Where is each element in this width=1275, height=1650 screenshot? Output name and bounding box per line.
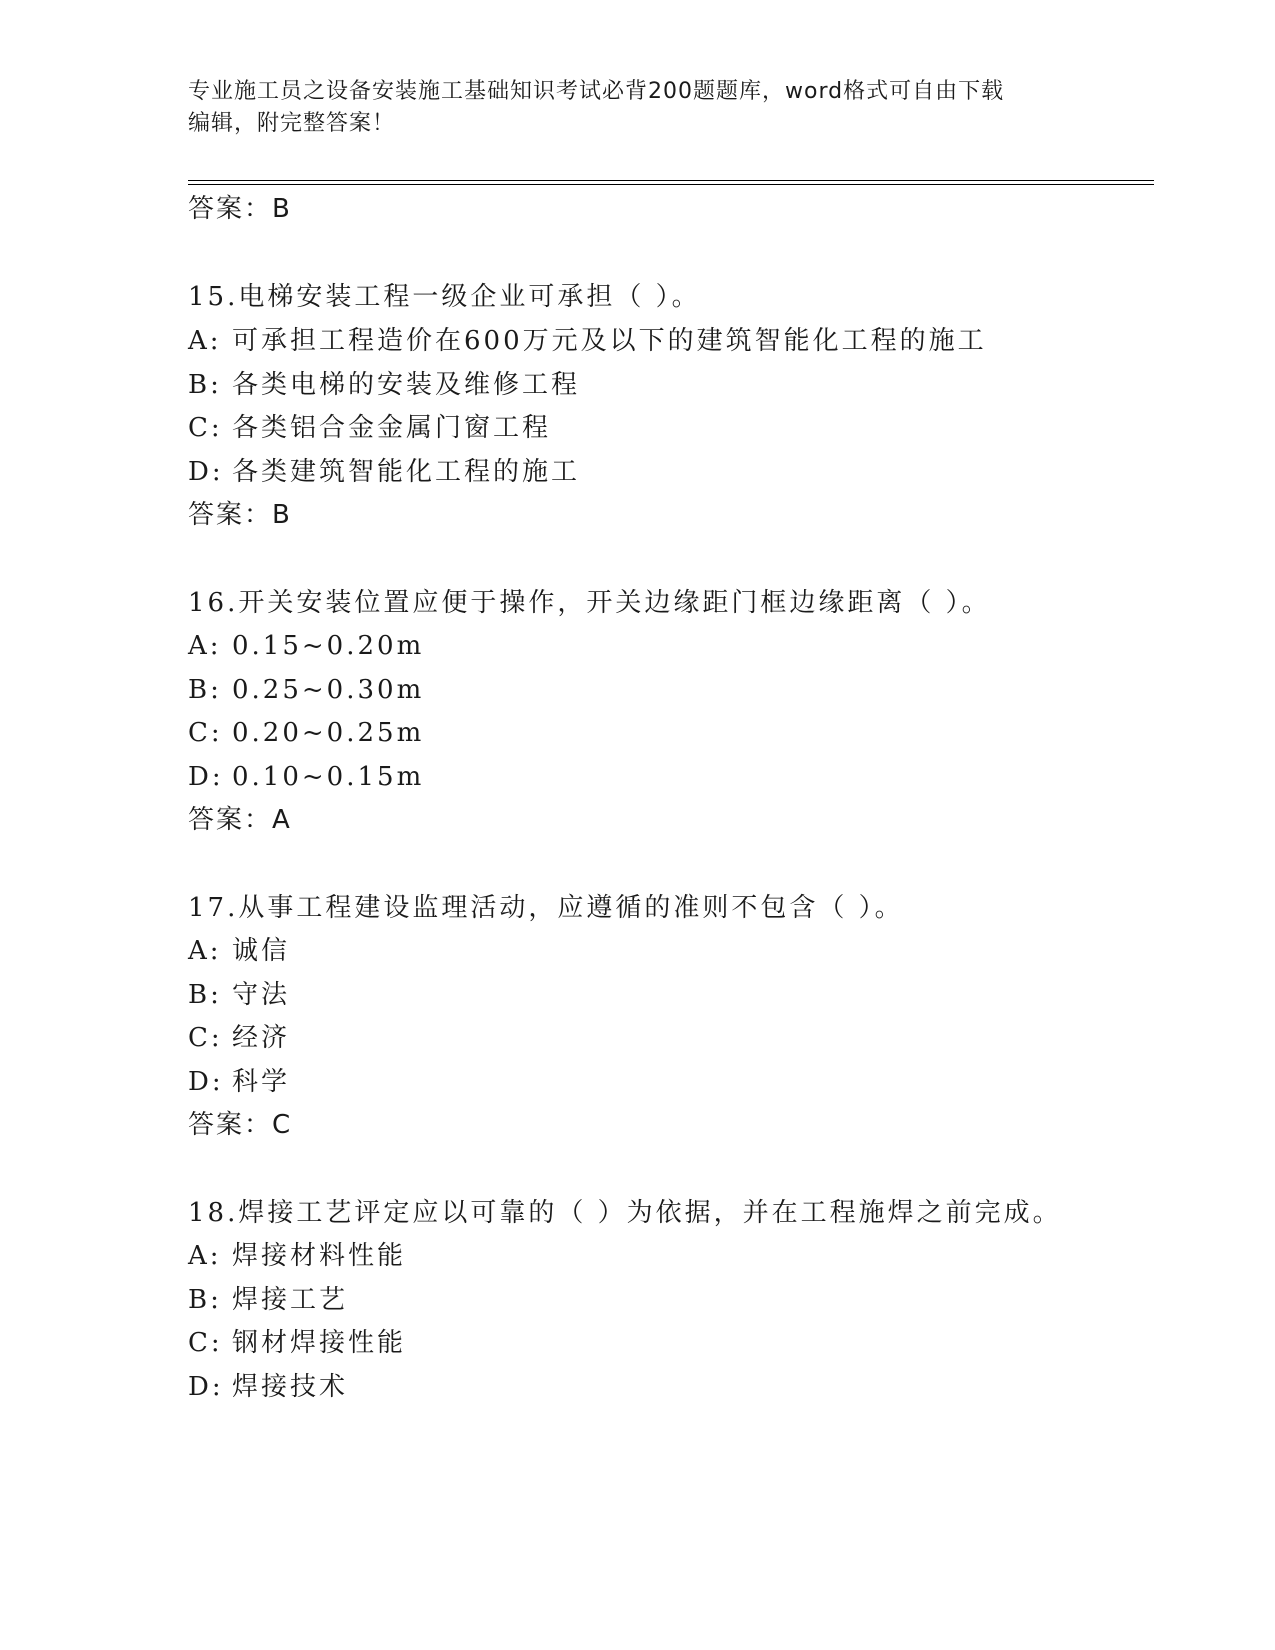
option-letter: B:	[188, 1285, 222, 1315]
option-text: 科学	[232, 1067, 291, 1097]
option-text: 钢材焊接性能	[232, 1328, 407, 1358]
option-text: 0.20~0.25m	[232, 718, 425, 748]
question-17-stem: 17.从事工程建设监理活动，应遵循的准则不包含（ ）。	[188, 893, 904, 923]
option-letter: D:	[188, 457, 224, 487]
question-18-option-d	[188, 1370, 348, 1404]
option-letter: C:	[188, 718, 223, 748]
option-letter: D:	[188, 762, 224, 792]
option-letter: C:	[188, 1328, 223, 1358]
question-15-stem: 15.电梯安装工程一级企业可承担（ ）。	[188, 282, 701, 312]
question-17-option-c	[188, 1021, 290, 1055]
option-text: 诚信	[232, 936, 291, 966]
question-16-stem: 16.开关安装位置应便于操作，开关边缘距门框边缘距离（ ）。	[188, 588, 991, 618]
question-15-answer: 答案：B	[188, 500, 292, 530]
header-line-2: 编辑，附完整答案！	[188, 111, 396, 136]
option-letter: A:	[188, 326, 222, 356]
option-letter: A:	[188, 631, 222, 661]
option-letter: D:	[188, 1067, 224, 1097]
question-18-option-c	[188, 1326, 406, 1360]
question-16-option-b	[188, 673, 424, 707]
header-line-1: 专业施工员之设备安装施工基础知识考试必背200题题库，word格式可自由下载	[188, 79, 1005, 104]
option-text: 经济	[232, 1023, 291, 1053]
option-letter: A:	[188, 936, 222, 966]
question-16-option-a	[188, 629, 424, 663]
option-text: 焊接技术	[232, 1372, 349, 1402]
option-text: 守法	[232, 980, 291, 1010]
option-letter: C:	[188, 1023, 223, 1053]
header-rule-top	[188, 180, 1154, 181]
header-rule-bottom	[188, 184, 1154, 185]
option-text: 焊接工艺	[232, 1285, 349, 1315]
question-16-option-c	[188, 716, 424, 750]
option-text: 各类电梯的安装及维修工程	[232, 370, 581, 400]
question-16-option-d	[188, 760, 424, 794]
option-text: 0.10~0.15m	[232, 762, 425, 792]
question-17-option-a	[188, 934, 290, 968]
option-text: 焊接材料性能	[232, 1241, 407, 1271]
question-18-option-b	[188, 1283, 348, 1317]
question-17-option-d	[188, 1065, 290, 1099]
question-17-option-b	[188, 978, 290, 1012]
question-15-option-c	[188, 411, 551, 445]
option-letter: D:	[188, 1372, 224, 1402]
question-17-answer: 答案：C	[188, 1110, 293, 1140]
previous-answer: 答案：B	[188, 194, 292, 224]
option-letter: B:	[188, 370, 222, 400]
question-18-stem: 18.焊接工艺评定应以可靠的（ ）为依据，并在工程施焊之前完成。	[188, 1198, 1062, 1228]
question-15-option-a	[188, 324, 987, 358]
option-letter: C:	[188, 413, 223, 443]
option-letter: B:	[188, 675, 222, 705]
question-15-option-b	[188, 368, 580, 402]
option-text: 各类铝合金金属门窗工程	[232, 413, 552, 443]
option-text: 可承担工程造价在600万元及以下的建筑智能化工程的施工	[232, 326, 987, 356]
question-18-option-a	[188, 1239, 406, 1273]
question-15-option-d	[188, 455, 580, 489]
question-16-answer: 答案：A	[188, 805, 292, 835]
option-text: 各类建筑智能化工程的施工	[232, 457, 581, 487]
option-letter: A:	[188, 1241, 222, 1271]
option-text: 0.15~0.20m	[232, 631, 425, 661]
option-letter: B:	[188, 980, 222, 1010]
option-text: 0.25~0.30m	[232, 675, 425, 705]
document-header	[188, 76, 1088, 140]
